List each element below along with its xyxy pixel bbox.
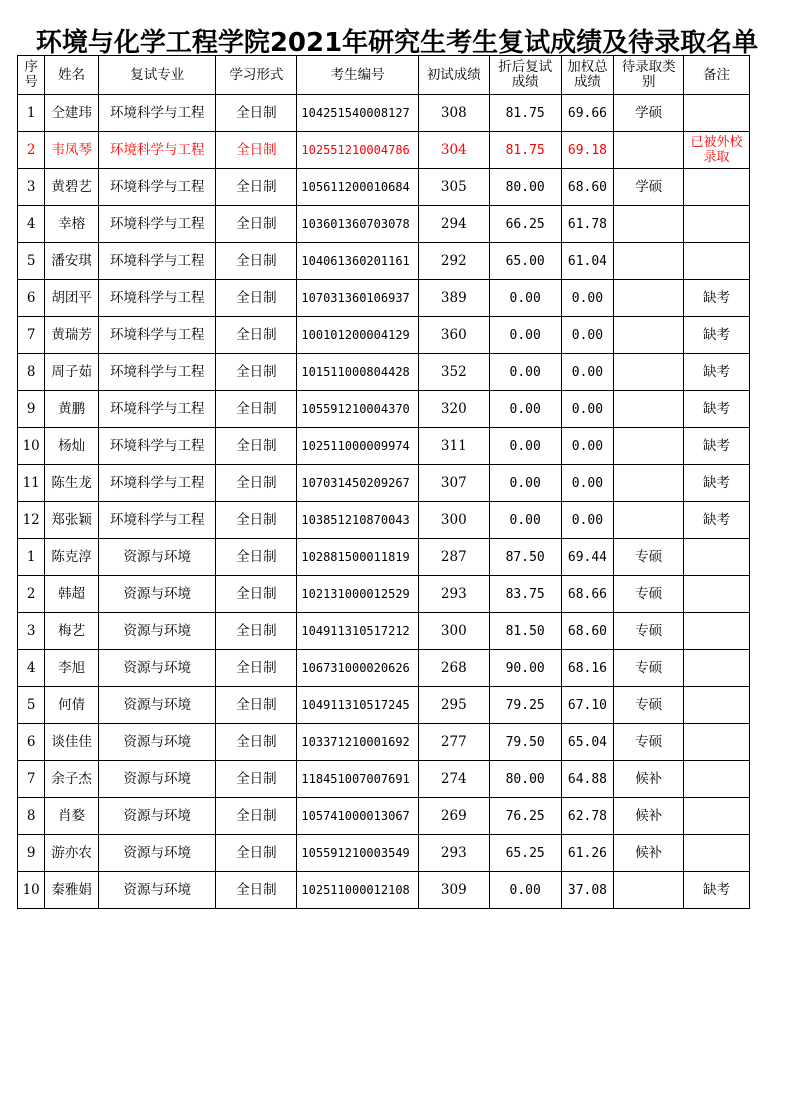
cell-note: 缺考 bbox=[684, 872, 750, 909]
cell-note: 缺考 bbox=[684, 391, 750, 428]
cell-total-score: 65.04 bbox=[561, 724, 614, 761]
cell-total-score: 0.00 bbox=[561, 317, 614, 354]
cell-exam-id: 103851210870043 bbox=[297, 502, 418, 539]
cell-category: 候补 bbox=[614, 835, 684, 872]
cell-no: 2 bbox=[18, 576, 45, 613]
cell-total-score: 68.66 bbox=[561, 576, 614, 613]
cell-mode: 全日制 bbox=[216, 539, 297, 576]
header-note: 备注 bbox=[684, 56, 750, 95]
table-row bbox=[18, 95, 750, 132]
cell-exam-id: 105591210004370 bbox=[297, 391, 418, 428]
cell-no: 5 bbox=[18, 687, 45, 724]
cell-initial-score: 304 bbox=[418, 132, 489, 169]
cell-initial-score: 352 bbox=[418, 354, 489, 391]
cell-name: 黄碧艺 bbox=[45, 169, 99, 206]
table-row bbox=[18, 243, 750, 280]
cell-initial-score: 293 bbox=[418, 576, 489, 613]
table-row bbox=[18, 872, 750, 909]
cell-retest-score: 0.00 bbox=[489, 354, 561, 391]
cell-mode: 全日制 bbox=[216, 502, 297, 539]
cell-initial-score: 293 bbox=[418, 835, 489, 872]
cell-initial-score: 389 bbox=[418, 280, 489, 317]
cell-retest-score: 81.75 bbox=[489, 132, 561, 169]
cell-initial-score: 292 bbox=[418, 243, 489, 280]
cell-no: 11 bbox=[18, 465, 45, 502]
cell-category: 候补 bbox=[614, 798, 684, 835]
cell-exam-id: 104061360201161 bbox=[297, 243, 418, 280]
cell-category: 专硕 bbox=[614, 650, 684, 687]
cell-no: 4 bbox=[18, 206, 45, 243]
table-row bbox=[18, 576, 750, 613]
cell-retest-score: 90.00 bbox=[489, 650, 561, 687]
cell-no: 3 bbox=[18, 613, 45, 650]
cell-name: 谈佳佳 bbox=[45, 724, 99, 761]
header-initial: 初试成绩 bbox=[418, 56, 489, 95]
cell-total-score: 69.66 bbox=[561, 95, 614, 132]
header-retest bbox=[489, 56, 561, 95]
header-name: 姓名 bbox=[45, 56, 99, 95]
cell-initial-score: 269 bbox=[418, 798, 489, 835]
cell-mode: 全日制 bbox=[216, 613, 297, 650]
cell-total-score: 64.88 bbox=[561, 761, 614, 798]
cell-category: 专硕 bbox=[614, 724, 684, 761]
cell-mode: 全日制 bbox=[216, 687, 297, 724]
cell-name: 李旭 bbox=[45, 650, 99, 687]
cell-retest-score: 0.00 bbox=[489, 317, 561, 354]
cell-retest-score: 0.00 bbox=[489, 428, 561, 465]
cell-no: 7 bbox=[18, 317, 45, 354]
cell-note bbox=[684, 243, 750, 280]
cell-mode: 全日制 bbox=[216, 317, 297, 354]
cell-major: 环境科学与工程 bbox=[98, 354, 215, 391]
cell-exam-id: 103371210001692 bbox=[297, 724, 418, 761]
cell-initial-score: 360 bbox=[418, 317, 489, 354]
cell-retest-score: 0.00 bbox=[489, 280, 561, 317]
header-major: 复试专业 bbox=[98, 56, 215, 95]
cell-no: 9 bbox=[18, 391, 45, 428]
cell-major: 资源与环境 bbox=[98, 761, 215, 798]
cell-no: 1 bbox=[18, 539, 45, 576]
cell-mode: 全日制 bbox=[216, 724, 297, 761]
cell-total-score: 69.18 bbox=[561, 132, 614, 169]
table-row bbox=[18, 761, 750, 798]
cell-initial-score: 300 bbox=[418, 502, 489, 539]
cell-name: 胡团平 bbox=[45, 280, 99, 317]
cell-exam-id: 104911310517212 bbox=[297, 613, 418, 650]
score-table bbox=[17, 55, 750, 909]
cell-note bbox=[684, 576, 750, 613]
cell-no: 8 bbox=[18, 798, 45, 835]
table-row bbox=[18, 798, 750, 835]
cell-category bbox=[614, 243, 684, 280]
cell-exam-id: 105591210003549 bbox=[297, 835, 418, 872]
cell-total-score: 0.00 bbox=[561, 428, 614, 465]
cell-initial-score: 268 bbox=[418, 650, 489, 687]
table-row bbox=[18, 169, 750, 206]
cell-initial-score: 308 bbox=[418, 95, 489, 132]
cell-mode: 全日制 bbox=[216, 576, 297, 613]
cell-category bbox=[614, 465, 684, 502]
header-no-label: 序 号 bbox=[24, 59, 38, 90]
cell-exam-id: 103601360703078 bbox=[297, 206, 418, 243]
cell-category: 专硕 bbox=[614, 576, 684, 613]
cell-name: 梅艺 bbox=[45, 613, 99, 650]
cell-note: 缺考 bbox=[684, 317, 750, 354]
cell-exam-id: 107031360106937 bbox=[297, 280, 418, 317]
cell-initial-score: 311 bbox=[418, 428, 489, 465]
cell-total-score: 68.60 bbox=[561, 613, 614, 650]
table-row bbox=[18, 539, 750, 576]
cell-initial-score: 300 bbox=[418, 613, 489, 650]
table-row bbox=[18, 613, 750, 650]
cell-category bbox=[614, 132, 684, 169]
header-no bbox=[18, 56, 45, 95]
cell-retest-score: 0.00 bbox=[489, 391, 561, 428]
cell-initial-score: 309 bbox=[418, 872, 489, 909]
cell-note: 缺考 bbox=[684, 280, 750, 317]
cell-retest-score: 0.00 bbox=[489, 872, 561, 909]
cell-retest-score: 81.50 bbox=[489, 613, 561, 650]
cell-name: 余子杰 bbox=[45, 761, 99, 798]
table-row bbox=[18, 650, 750, 687]
cell-retest-score: 80.00 bbox=[489, 761, 561, 798]
header-category-label: 待录取类 别 bbox=[621, 59, 676, 90]
table-row bbox=[18, 317, 750, 354]
cell-exam-id: 104911310517245 bbox=[297, 687, 418, 724]
cell-note bbox=[684, 169, 750, 206]
cell-name: 韦凤琴 bbox=[45, 132, 99, 169]
cell-total-score: 0.00 bbox=[561, 354, 614, 391]
cell-mode: 全日制 bbox=[216, 835, 297, 872]
cell-total-score: 62.78 bbox=[561, 798, 614, 835]
cell-name: 幸榕 bbox=[45, 206, 99, 243]
cell-name: 周子茹 bbox=[45, 354, 99, 391]
cell-note bbox=[684, 206, 750, 243]
cell-major: 环境科学与工程 bbox=[98, 169, 215, 206]
cell-category bbox=[614, 354, 684, 391]
table-row bbox=[18, 835, 750, 872]
table-row bbox=[18, 465, 750, 502]
cell-note bbox=[684, 687, 750, 724]
cell-name: 韩超 bbox=[45, 576, 99, 613]
cell-no: 1 bbox=[18, 95, 45, 132]
cell-note bbox=[684, 835, 750, 872]
cell-initial-score: 287 bbox=[418, 539, 489, 576]
table-row bbox=[18, 687, 750, 724]
cell-name: 黄瑞芳 bbox=[45, 317, 99, 354]
cell-retest-score: 66.25 bbox=[489, 206, 561, 243]
cell-category: 学硕 bbox=[614, 169, 684, 206]
cell-note: 缺考 bbox=[684, 502, 750, 539]
cell-major: 资源与环境 bbox=[98, 724, 215, 761]
cell-exam-id: 102511000012108 bbox=[297, 872, 418, 909]
cell-mode: 全日制 bbox=[216, 354, 297, 391]
cell-note: 缺考 bbox=[684, 465, 750, 502]
cell-no: 3 bbox=[18, 169, 45, 206]
page-title: 环境与化学工程学院2021年研究生考生复试成绩及待录取名单 bbox=[35, 28, 759, 58]
cell-note bbox=[684, 650, 750, 687]
cell-note bbox=[684, 539, 750, 576]
cell-mode: 全日制 bbox=[216, 169, 297, 206]
cell-exam-id: 107031450209267 bbox=[297, 465, 418, 502]
cell-note: 缺考 bbox=[684, 354, 750, 391]
cell-major: 资源与环境 bbox=[98, 539, 215, 576]
cell-major: 环境科学与工程 bbox=[98, 206, 215, 243]
table-row bbox=[18, 724, 750, 761]
cell-retest-score: 80.00 bbox=[489, 169, 561, 206]
cell-no: 10 bbox=[18, 428, 45, 465]
cell-retest-score: 83.75 bbox=[489, 576, 561, 613]
cell-retest-score: 65.00 bbox=[489, 243, 561, 280]
table-row bbox=[18, 132, 750, 169]
cell-initial-score: 294 bbox=[418, 206, 489, 243]
cell-no: 2 bbox=[18, 132, 45, 169]
cell-initial-score: 277 bbox=[418, 724, 489, 761]
cell-category bbox=[614, 317, 684, 354]
cell-initial-score: 295 bbox=[418, 687, 489, 724]
cell-category: 学硕 bbox=[614, 95, 684, 132]
cell-name: 黄鹏 bbox=[45, 391, 99, 428]
cell-category bbox=[614, 872, 684, 909]
header-total bbox=[561, 56, 614, 95]
cell-exam-id: 118451007007691 bbox=[297, 761, 418, 798]
cell-total-score: 61.78 bbox=[561, 206, 614, 243]
cell-no: 6 bbox=[18, 280, 45, 317]
cell-mode: 全日制 bbox=[216, 428, 297, 465]
table-row bbox=[18, 206, 750, 243]
cell-name: 陈克淳 bbox=[45, 539, 99, 576]
cell-note bbox=[684, 613, 750, 650]
cell-note: 已被外校 录取 bbox=[684, 132, 750, 169]
cell-retest-score: 79.50 bbox=[489, 724, 561, 761]
cell-major: 资源与环境 bbox=[98, 687, 215, 724]
cell-category: 专硕 bbox=[614, 687, 684, 724]
cell-name: 肖婺 bbox=[45, 798, 99, 835]
cell-no: 6 bbox=[18, 724, 45, 761]
cell-total-score: 67.10 bbox=[561, 687, 614, 724]
cell-initial-score: 320 bbox=[418, 391, 489, 428]
cell-exam-id: 105741000013067 bbox=[297, 798, 418, 835]
cell-major: 环境科学与工程 bbox=[98, 280, 215, 317]
cell-category bbox=[614, 280, 684, 317]
cell-no: 5 bbox=[18, 243, 45, 280]
cell-mode: 全日制 bbox=[216, 798, 297, 835]
cell-retest-score: 0.00 bbox=[489, 465, 561, 502]
cell-major: 资源与环境 bbox=[98, 576, 215, 613]
table-header-row bbox=[18, 56, 750, 95]
cell-retest-score: 65.25 bbox=[489, 835, 561, 872]
cell-major: 环境科学与工程 bbox=[98, 391, 215, 428]
cell-total-score: 0.00 bbox=[561, 391, 614, 428]
cell-total-score: 68.60 bbox=[561, 169, 614, 206]
table-row bbox=[18, 280, 750, 317]
cell-major: 环境科学与工程 bbox=[98, 243, 215, 280]
cell-major: 资源与环境 bbox=[98, 835, 215, 872]
cell-major: 环境科学与工程 bbox=[98, 95, 215, 132]
cell-note: 缺考 bbox=[684, 428, 750, 465]
cell-name: 游亦农 bbox=[45, 835, 99, 872]
cell-exam-id: 102131000012529 bbox=[297, 576, 418, 613]
cell-category: 专硕 bbox=[614, 539, 684, 576]
header-category bbox=[614, 56, 684, 95]
cell-major: 环境科学与工程 bbox=[98, 132, 215, 169]
table-row bbox=[18, 354, 750, 391]
cell-mode: 全日制 bbox=[216, 206, 297, 243]
cell-initial-score: 307 bbox=[418, 465, 489, 502]
cell-mode: 全日制 bbox=[216, 280, 297, 317]
cell-name: 仝建玮 bbox=[45, 95, 99, 132]
cell-note bbox=[684, 761, 750, 798]
cell-total-score: 0.00 bbox=[561, 280, 614, 317]
cell-initial-score: 274 bbox=[418, 761, 489, 798]
cell-category bbox=[614, 391, 684, 428]
cell-total-score: 61.26 bbox=[561, 835, 614, 872]
cell-category: 候补 bbox=[614, 761, 684, 798]
cell-no: 10 bbox=[18, 872, 45, 909]
cell-exam-id: 102881500011819 bbox=[297, 539, 418, 576]
header-total-label: 加权总 成绩 bbox=[567, 59, 608, 90]
cell-category bbox=[614, 428, 684, 465]
cell-major: 环境科学与工程 bbox=[98, 502, 215, 539]
cell-name: 郑张颖 bbox=[45, 502, 99, 539]
cell-major: 资源与环境 bbox=[98, 650, 215, 687]
cell-exam-id: 104251540008127 bbox=[297, 95, 418, 132]
cell-mode: 全日制 bbox=[216, 132, 297, 169]
cell-mode: 全日制 bbox=[216, 650, 297, 687]
cell-exam-id: 101511000804428 bbox=[297, 354, 418, 391]
cell-mode: 全日制 bbox=[216, 243, 297, 280]
cell-no: 8 bbox=[18, 354, 45, 391]
cell-major: 环境科学与工程 bbox=[98, 428, 215, 465]
cell-total-score: 68.16 bbox=[561, 650, 614, 687]
header-retest-label: 折后复试 成绩 bbox=[498, 59, 553, 90]
cell-category bbox=[614, 206, 684, 243]
cell-no: 4 bbox=[18, 650, 45, 687]
cell-retest-score: 76.25 bbox=[489, 798, 561, 835]
cell-total-score: 0.00 bbox=[561, 502, 614, 539]
cell-major: 资源与环境 bbox=[98, 872, 215, 909]
cell-exam-id: 102551210004786 bbox=[297, 132, 418, 169]
cell-major: 资源与环境 bbox=[98, 613, 215, 650]
header-id: 考生编号 bbox=[297, 56, 418, 95]
cell-major: 环境科学与工程 bbox=[98, 465, 215, 502]
cell-initial-score: 305 bbox=[418, 169, 489, 206]
cell-name: 何倩 bbox=[45, 687, 99, 724]
table-row bbox=[18, 502, 750, 539]
cell-mode: 全日制 bbox=[216, 391, 297, 428]
cell-major: 资源与环境 bbox=[98, 798, 215, 835]
cell-note bbox=[684, 95, 750, 132]
cell-mode: 全日制 bbox=[216, 465, 297, 502]
cell-mode: 全日制 bbox=[216, 761, 297, 798]
cell-exam-id: 100101200004129 bbox=[297, 317, 418, 354]
cell-no: 12 bbox=[18, 502, 45, 539]
cell-mode: 全日制 bbox=[216, 872, 297, 909]
cell-total-score: 69.44 bbox=[561, 539, 614, 576]
header-mode: 学习形式 bbox=[216, 56, 297, 95]
cell-note bbox=[684, 798, 750, 835]
cell-exam-id: 105611200010684 bbox=[297, 169, 418, 206]
cell-name: 潘安琪 bbox=[45, 243, 99, 280]
cell-name: 秦雅娟 bbox=[45, 872, 99, 909]
cell-no: 7 bbox=[18, 761, 45, 798]
cell-retest-score: 79.25 bbox=[489, 687, 561, 724]
cell-total-score: 61.04 bbox=[561, 243, 614, 280]
cell-exam-id: 102511000009974 bbox=[297, 428, 418, 465]
cell-no: 9 bbox=[18, 835, 45, 872]
cell-mode: 全日制 bbox=[216, 95, 297, 132]
cell-category bbox=[614, 502, 684, 539]
cell-total-score: 0.00 bbox=[561, 465, 614, 502]
table-row bbox=[18, 391, 750, 428]
cell-retest-score: 87.50 bbox=[489, 539, 561, 576]
cell-exam-id: 106731000020626 bbox=[297, 650, 418, 687]
cell-note bbox=[684, 724, 750, 761]
cell-retest-score: 0.00 bbox=[489, 502, 561, 539]
table-row bbox=[18, 428, 750, 465]
cell-major: 环境科学与工程 bbox=[98, 317, 215, 354]
cell-name: 杨灿 bbox=[45, 428, 99, 465]
cell-retest-score: 81.75 bbox=[489, 95, 561, 132]
cell-category: 专硕 bbox=[614, 613, 684, 650]
cell-total-score: 37.08 bbox=[561, 872, 614, 909]
cell-name: 陈生龙 bbox=[45, 465, 99, 502]
